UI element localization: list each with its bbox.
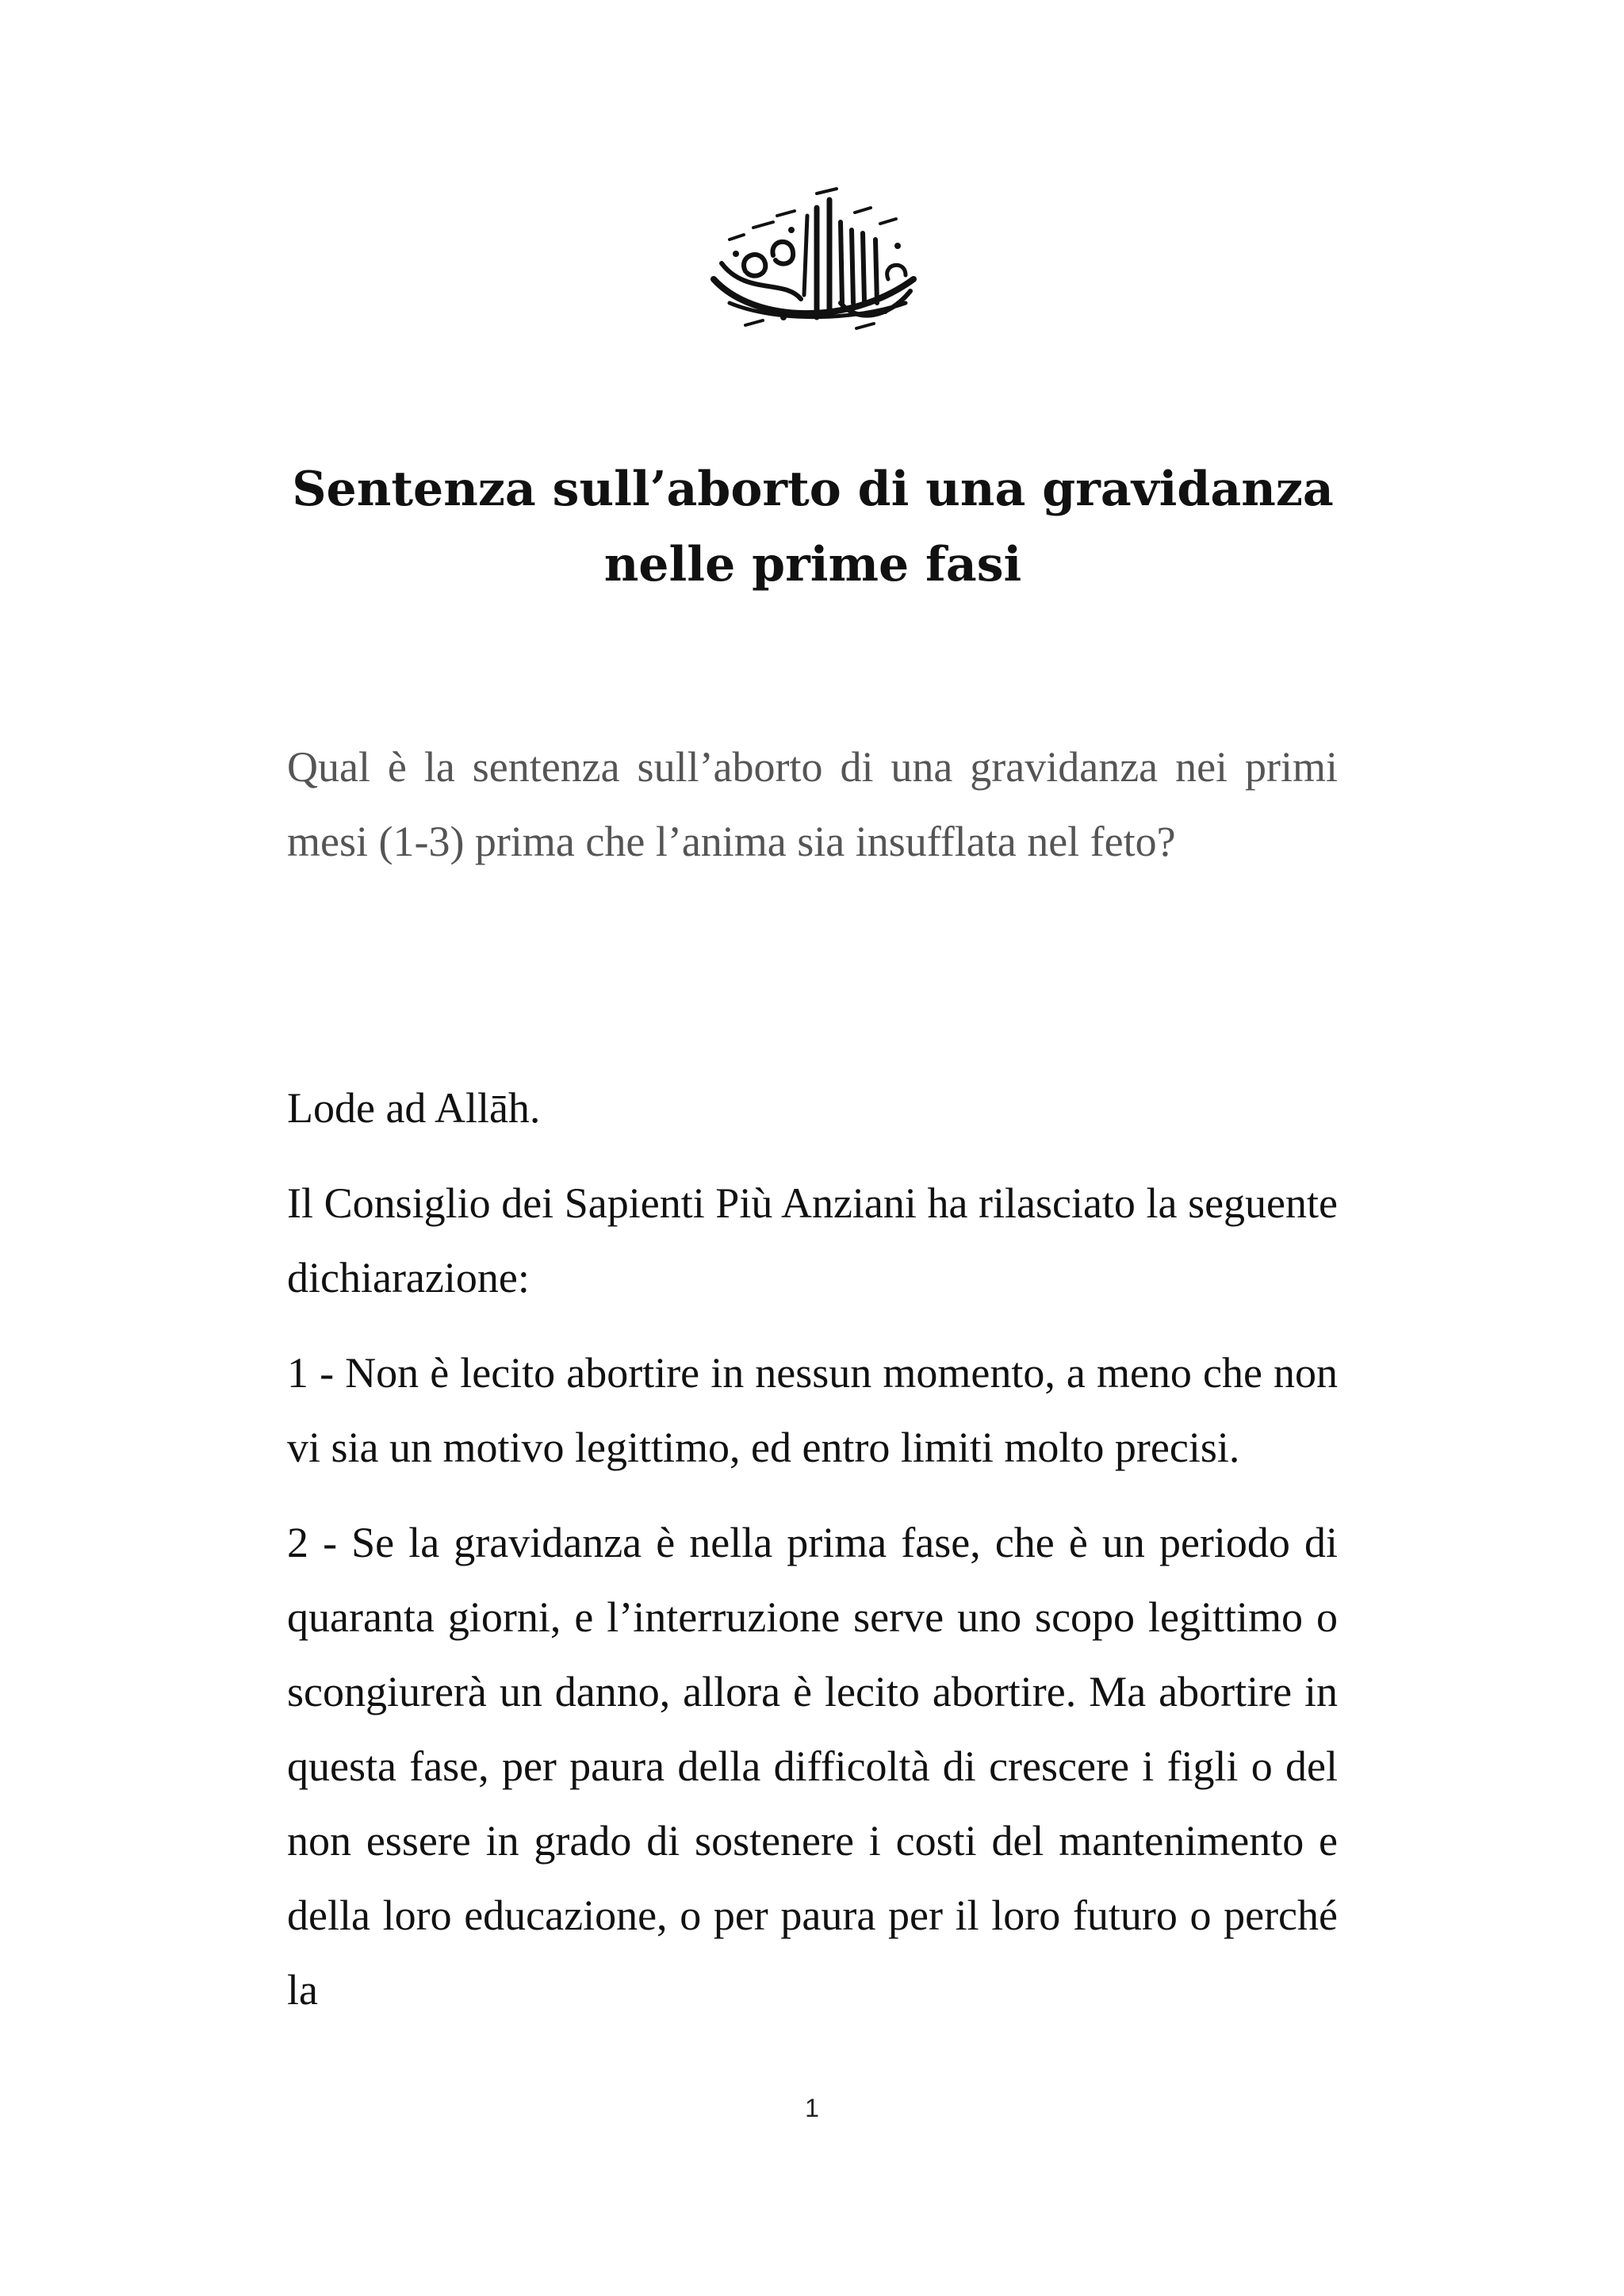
page-number: 1: [805, 2094, 819, 2122]
answer-paragraph: Il Consiglio dei Sapienti Più Anziani ha rilasciato la seguente dichiarazione:: [287, 1179, 1338, 1301]
answer-body: [287, 1071, 1338, 2048]
answer-paragraph: 1 - Non è lecito abortire in nessun momento, a meno che non vi sia un motivo legittimo, ed entro limiti molto precisi.: [287, 1349, 1338, 1471]
title-line: Sentenza sull’aborto di una gravidanza: [292, 462, 1334, 517]
basmala-calligraphy-icon: [698, 184, 928, 335]
document-title: [238, 452, 1388, 603]
answer-paragraph: Lode ad Allāh.: [287, 1084, 541, 1132]
question-text: Qual è la sentenza sull’aborto di una gravidanza nei primi mesi (1-3) prima che l’anima sia insufflata nel feto?: [287, 743, 1338, 865]
title-line: nelle prime fasi: [603, 537, 1022, 592]
answer-paragraph: 2 - Se la gravidanza è nella prima fase, che è un periodo di quaranta giorni, e l’interruzione serve uno scopo legittimo o scongiurerà un danno, allora è lecito abortire. Ma abortire in questa fase, per paura della difficoltà di crescere i figli o del non essere in grado di sostenere i costi del mantenimento e della loro educazione, o per paura per il loro futuro o perché la: [287, 1519, 1338, 2014]
